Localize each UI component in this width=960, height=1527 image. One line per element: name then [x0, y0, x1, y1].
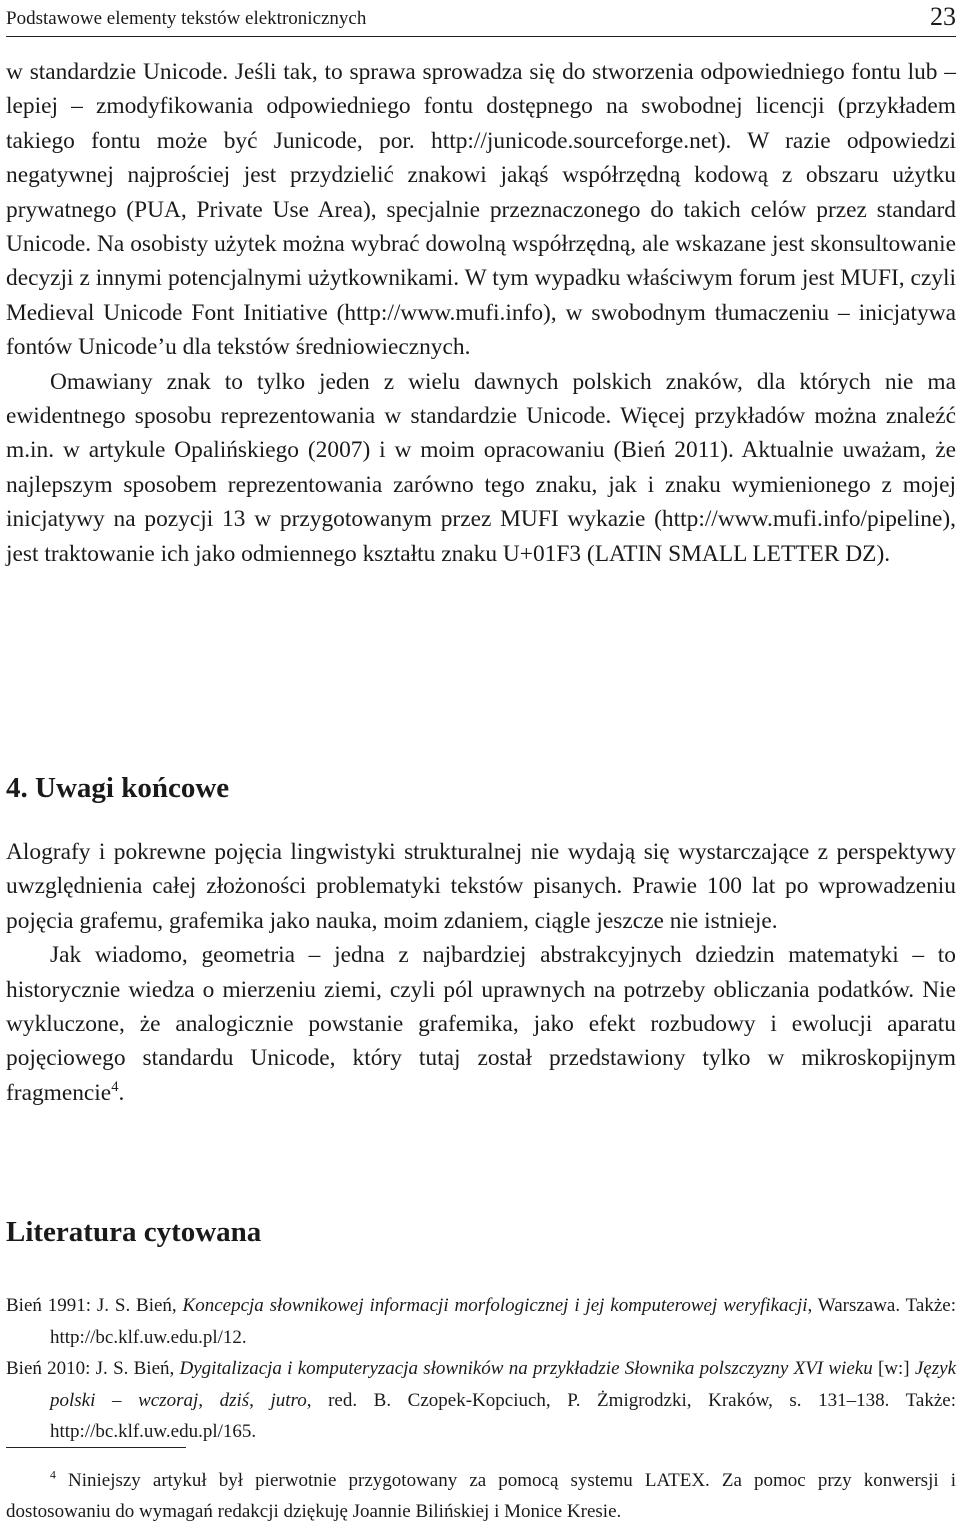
section-body [6, 835, 956, 1110]
reference-collection-title: Język polski – wczoraj, dziś, jutro [50, 1358, 957, 1411]
footnote-divider [6, 1447, 186, 1448]
reference-entry [6, 1353, 956, 1448]
reference-key: Bień 2010: J. S. Bień, [6, 1358, 180, 1379]
footnote-reference[interactable]: 4 [111, 1079, 119, 1096]
paragraph: Omawiany znak to tylko jeden z wielu dawnych polskich znaków, dla których nie ma ewidentnego sposobu reprezentowania w standardzie Unicode. Więcej przykładów można znaleźć m.in. w artykule Opalińskiego (2007) i w moim opracowaniu (Bień 2011). Aktualnie uważam, że najlepszym sposobem reprezentowania zarówno tego znaku, jak i znaku wymienionego z mojej inicjatywy na pozycji 13 w przygotowanym przez MUFI wykazie (http://www.mufi.info/pipeline), jest traktowanie ich jako odmiennego kształtu znaku U+01F3 (LATIN SMALL LETTER DZ). [6, 368, 956, 567]
reference-entry [6, 1290, 956, 1353]
reference-title: Dygitalizacja i komputeryzacja słowników na przykładzie Słownika polszczyzny XVI wieku [179, 1358, 873, 1379]
paragraph-end: . [118, 1079, 125, 1106]
section-heading: 4. Uwagi końcowe [6, 772, 230, 804]
paragraph: Alografy i pokrewne pojęcia lingwistyki strukturalnej nie wydają się wystarczające z perspektywy uwzględnienia całej złożoności problematyki tekstów pisanych. Prawie 100 lat po wprowadzeniu pojęcia grafemu, grafemika jako nauka, moim zdaniem, ciągle jeszcze nie istnieje. [6, 839, 956, 934]
page-number: 23 [930, 2, 956, 31]
reference-title: Koncepcja słownikowej informacji morfologicznej i jej komputerowej weryfikacji [182, 1295, 808, 1316]
running-title: Podstawowe elementy tekstów elektronicznych [6, 8, 367, 29]
reference-in: [w:] [872, 1358, 915, 1379]
footnote-text: Niniejszy artykuł był pierwotnie przygotowany za pomocą systemu LATEX. Za pomoc przy konwersji i dostosowaniu do wymagań redakcji dziękuję Joannie Bilińskiej i Monice Kresie. [6, 1470, 956, 1522]
reference-details: , red. B. Czopek-Kopciuch, P. Żmigrodzki, Kraków, s. 131–138. Także: http://bc.klf.uw.edu.pl/165. [50, 1389, 956, 1442]
reference-key: Bień 1991: J. S. Bień, [6, 1295, 183, 1316]
paragraph [6, 938, 956, 1110]
paragraph: w standardzie Unicode. Jeśli tak, to sprawa sprowadza się do stworzenia odpowiedniego fontu lub – lepiej – zmodyfikowania odpowiedniego fontu dostępnego na swobodnej licencji (przykładem takiego fontu może być Junicode, por. http://junicode.sourceforge.net). W razie odpowiedzi negatywnej najprościej jest przydzielić znakowi jakąś współrzędną kodową z obszaru użytku prywatnego (PUA, Private Use Area), specjalnie przeznaczonego do takich celów przez standard Unicode. Na osobisty użytek można wybrać dowolną współrzędną, ale wskazane jest skonsultowanie decyzji z innymi potencjalnymi użytkownikami. W tym wypadku właściwym forum jest MUFI, czyli Medieval Unicode Font Initiative (http://www.mufi.info), w swobodnym tłumaczeniu – inicjatywa fontów Unicode’u dla tekstów średniowiecznych. [6, 59, 956, 361]
references-list [6, 1290, 956, 1448]
section-continuation [6, 55, 956, 571]
reference-details: , Warszawa. Także: http://bc.klf.uw.edu.pl/12. [50, 1295, 956, 1348]
footnote [6, 1465, 956, 1527]
references-heading: Literatura cytowana [6, 1216, 262, 1248]
paragraph-text: Jak wiadomo, geometria – jedna z najbardziej abstrakcyjnych dziedzin matematyki – to historycznie wiedza o mierzeniu ziemi, czyli pól uprawnych na potrzeby obliczania podatków. Nie wykluczone, że analogicznie powstanie grafemika, jako efekt rozbudowy i ewolucji aparatu pojęciowego standardu Unicode, który tutaj został przedstawiony tylko w mikroskopijnym fragmencie [6, 942, 956, 1106]
running-header [6, 2, 956, 37]
footnote-mark: 4 [50, 1468, 56, 1482]
